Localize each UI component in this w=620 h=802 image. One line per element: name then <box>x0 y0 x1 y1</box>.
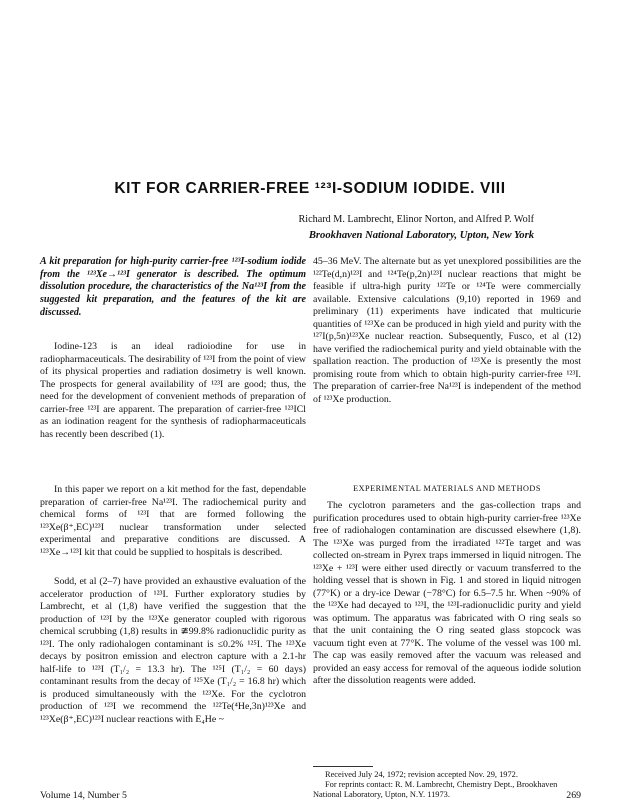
page-number: 269 <box>566 790 581 801</box>
abstract-text: A kit preparation for high-purity carrier-free ¹²³I-sodium iodide from the ¹²³Xe→¹²³I generator is described. The optimum dissolution procedure, the characteristics of the Na¹²³I from the suggested kit preparation, and the features of the kit are discussed. <box>40 256 306 318</box>
paragraph-text: In this paper we report on a kit method for the fast, dependable preparation of carrier-free Na¹²³I. The radiochemical purity and chemical forms of ¹²³I that are formed following the ¹²³Xe(β⁺,EC)¹²³I nuclear transformation under selected experimental and preparative conditions are discussed. A ¹²³Xe→¹²³I kit that could be supplied to hospitals is described. <box>40 484 306 558</box>
article-title: KIT FOR CARRIER-FREE ¹²³I-SODIUM IODIDE. VIII <box>114 180 506 197</box>
footnote-divider <box>313 766 373 767</box>
body-paragraph-5 <box>313 500 581 688</box>
abstract <box>40 256 306 320</box>
body-paragraph-2 <box>40 484 306 559</box>
affiliation: Brookhaven National Laboratory, Upton, New York <box>308 230 534 241</box>
section-heading: EXPERIMENTAL MATERIALS AND METHODS <box>353 484 541 493</box>
body-paragraph-1 <box>40 341 306 441</box>
paragraph-text: Sodd, et al (2–7) have provided an exhaustive evaluation of the accelerator production of ¹²³I. Further exploratory studies by Lambrecht, et al (1,8) have verified the suggestion that the production of ¹²³I by the ¹²³Xe generator coupled with rigorous chemical scrubbing (1,8) results in ≇99.8% radionuclidic purity as ¹²³I. The only radiohalogen contaminant is ≤0.2% ¹²⁵I. The ¹²³Xe decays by positron emission and electron capture with a 2.1-hr half-life to ¹²³I (T₁/₂ = 13.3 hr). The ¹²⁵I (T₁/₂ = 60 days) contaminant results from the decay of ¹²⁵Xe (T₁/₂ = 16.8 hr) which is produced simultaneously with the ¹²³Xe. For the cyclotron production of ¹²³I we recommend the ¹²²Te(⁴He,3n)¹²³Xe and ¹²³Xe(β⁺,EC)¹²³I nuclear reactions with E₄He ~ <box>40 576 306 725</box>
footnote-received: Received July 24, 1972; revision accepted Nov. 29, 1972. <box>325 770 518 779</box>
paragraph-text: 45–36 MeV. The alternate but as yet unexplored possibilities are the ¹²²Te(d,n)¹²³I and ¹²⁴Te(p,2n)¹²³I nuclear reactions that might be feasible if ultra-high purity ¹²²Te or ¹²⁴Te were commercially available. Extensive calculations (9,10) reported in 1969 and preliminary (11) experiments have indicated that multicurie quantities of ¹²³Xe can be produced in high yield and purity with the ¹²⁷I(p,5n)¹²³Xe nuclear reaction. Subsequently, Fusco, et al (12) have verified the radiochemical purity and yield obtainable with the spallation reaction. The production of ¹²³Xe is presently the most promising route from which to obtain high-purity carrier-free ¹²³I. The preparation of carrier-free Na¹²³I is independent of the method of ¹²³Xe production. <box>313 256 581 405</box>
paragraph-text: The cyclotron parameters and the gas-collection traps and purification procedures used to obtain high-purity carrier-free ¹²³Xe free of radiohalogen contamination are discussed elsewhere (1,8). The ¹²³Xe was purged from the irradiated ¹²²Te target and was collected on-stream in Pyrex traps immersed in liquid nitrogen. The ¹²³Xe + ¹²³I were either used directly or vacuum transferred to the holding vessel that is shown in Fig. 1 and stored in liquid nitrogen (77°K) or a dry-ice Dewar (−78°C) for 6.5–7.5 hr. When ~90% of the ¹²³Xe had decayed to ¹²³I, the ¹²³I-radionuclidic purity and yield was optimum. The apparatus was fabricated with O ring seals so that the unit containing the O ring seated glass stopcock was vacuum tight even at 77°K. The volume of the vessel was 100 ml. The cap was easily removed after the vacuum was released and provided an easy access for removal of the aqueous iodide solution after the dissolution reagents were added. <box>313 500 581 686</box>
body-paragraph-4 <box>313 256 581 406</box>
body-paragraph-3 <box>40 576 306 726</box>
footnote-reprints: For reprints contact: R. M. Lambrecht, Chemistry Dept., Brookhaven National Laboratory, Upton, N.Y. 11973. <box>313 780 558 799</box>
author-list: Richard M. Lambrecht, Elinor Norton, and Alfred P. Wolf <box>298 214 534 225</box>
journal-volume: Volume 14, Number 5 <box>40 790 127 801</box>
paragraph-text: Iodine-123 is an ideal radioiodine for use in radiopharmaceuticals. The desirability of ¹²³I from the point of view of its physical properties and radiation dosimetry is well known. The prospects for general availability of ¹²³I are good; thus, the need for the development of convenient methods of preparation of carrier-free ¹²³I are apparent. The preparation of carrier-free ¹²³ICl as an iodination reagent for the synthesis of radiopharmaceuticals has recently been described (1). <box>40 341 306 440</box>
